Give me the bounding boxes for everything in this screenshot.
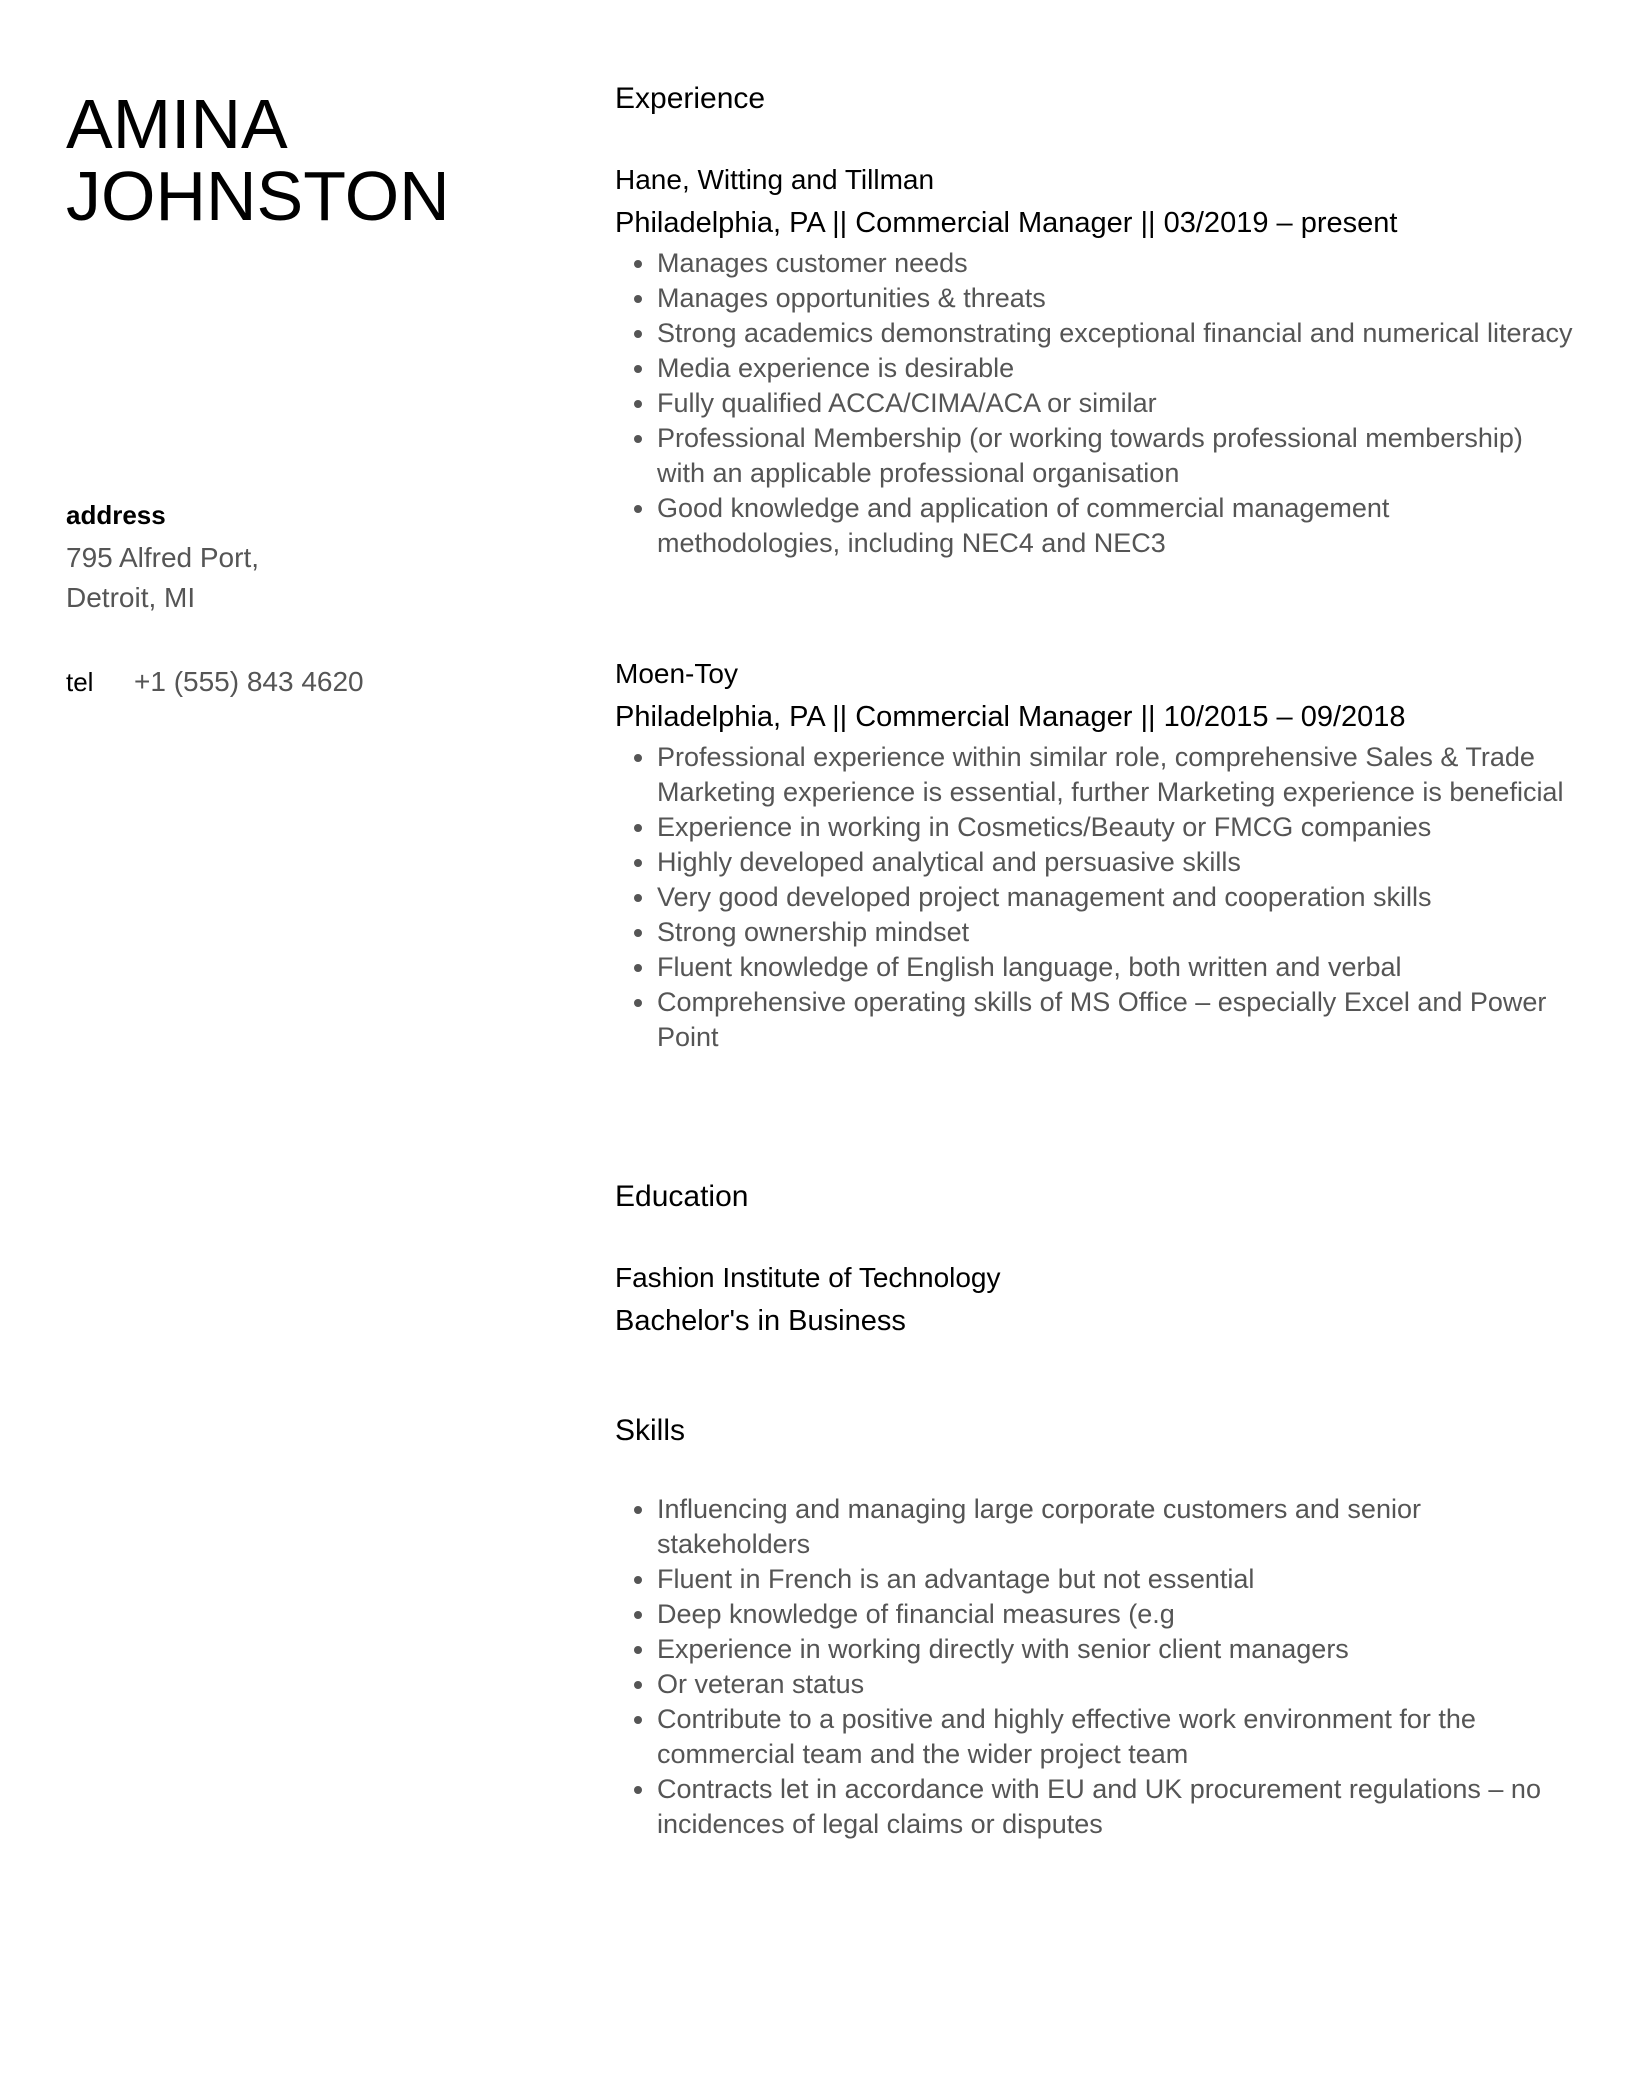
telephone (66, 666, 364, 698)
address (66, 538, 259, 618)
list-item: • Or veteran status (657, 1667, 1575, 1702)
list-item: • Manages customer needs (657, 246, 1575, 281)
telephone-value: +1 (555) 843 4620 (134, 666, 364, 697)
job-bullets (615, 246, 1575, 561)
list-item: • Professional experience within similar role, comprehensive Sales & Trade Marketing experience is essential, further Marketing experience is beneficial (657, 740, 1575, 810)
list-item: • Media experience is desirable (657, 351, 1575, 386)
job-meta: Philadelphia, PA || Commercial Manager || 03/2019 – present (615, 207, 1398, 239)
skills-list (615, 1492, 1575, 1842)
skills-entry (615, 1492, 1575, 1842)
address-line-1: 795 Alfred Port, (66, 542, 260, 573)
skills-heading: Skills (615, 1414, 686, 1447)
experience-heading: Experience (615, 82, 766, 115)
last-name: JOHNSTON (66, 157, 450, 235)
list-item: • Manages opportunities & threats (657, 281, 1575, 316)
list-item: • Contracts let in accordance with EU and UK procurement regulations – no incidences of legal claims or disputes (657, 1772, 1575, 1842)
education-heading: Education (615, 1180, 749, 1213)
list-item: • Influencing and managing large corporate customers and senior stakeholders (657, 1492, 1575, 1562)
list-item: • Experience in working directly with senior client managers (657, 1632, 1575, 1667)
list-item: • Good knowledge and application of commercial management methodologies, including NEC4 and NEC3 (657, 491, 1575, 561)
list-item: • Strong ownership mindset (657, 915, 1575, 950)
degree: Bachelor's in Business (615, 1305, 906, 1337)
address-label: address (66, 500, 166, 530)
school-name: Fashion Institute of Technology (615, 1262, 1001, 1293)
list-item: • Highly developed analytical and persuasive skills (657, 845, 1575, 880)
list-item: • Strong academics demonstrating exceptional financial and numerical literacy (657, 316, 1575, 351)
telephone-label: tel (66, 667, 94, 697)
job-bullets (615, 740, 1575, 1055)
job-entry (615, 160, 1575, 561)
education-entry (615, 1258, 1575, 1344)
list-item: • Fluent knowledge of English language, both written and verbal (657, 950, 1575, 985)
list-item: • Very good developed project management and cooperation skills (657, 880, 1575, 915)
list-item: • Comprehensive operating skills of MS Office – especially Excel and Power Point (657, 985, 1575, 1055)
first-name: AMINA (66, 85, 288, 163)
sidebar (66, 85, 546, 235)
list-item: • Fully qualified ACCA/CIMA/ACA or similar (657, 386, 1575, 421)
list-item: • Fluent in French is an advantage but not essential (657, 1562, 1575, 1597)
list-item: • Contribute to a positive and highly effective work environment for the commercial team and the wider project team (657, 1702, 1575, 1772)
candidate-name (66, 85, 546, 235)
list-item: • Deep knowledge of financial measures (e.g (657, 1597, 1575, 1632)
job-entry (615, 654, 1575, 1055)
address-line-2: Detroit, MI (66, 582, 196, 613)
list-item: • Professional Membership (or working towards professional membership) with an applicable professional organisation (657, 421, 1575, 491)
job-company: Hane, Witting and Tillman (615, 164, 935, 195)
job-company: Moen-Toy (615, 658, 738, 689)
list-item: • Experience in working in Cosmetics/Beauty or FMCG companies (657, 810, 1575, 845)
job-meta: Philadelphia, PA || Commercial Manager || 10/2015 – 09/2018 (615, 701, 1406, 733)
